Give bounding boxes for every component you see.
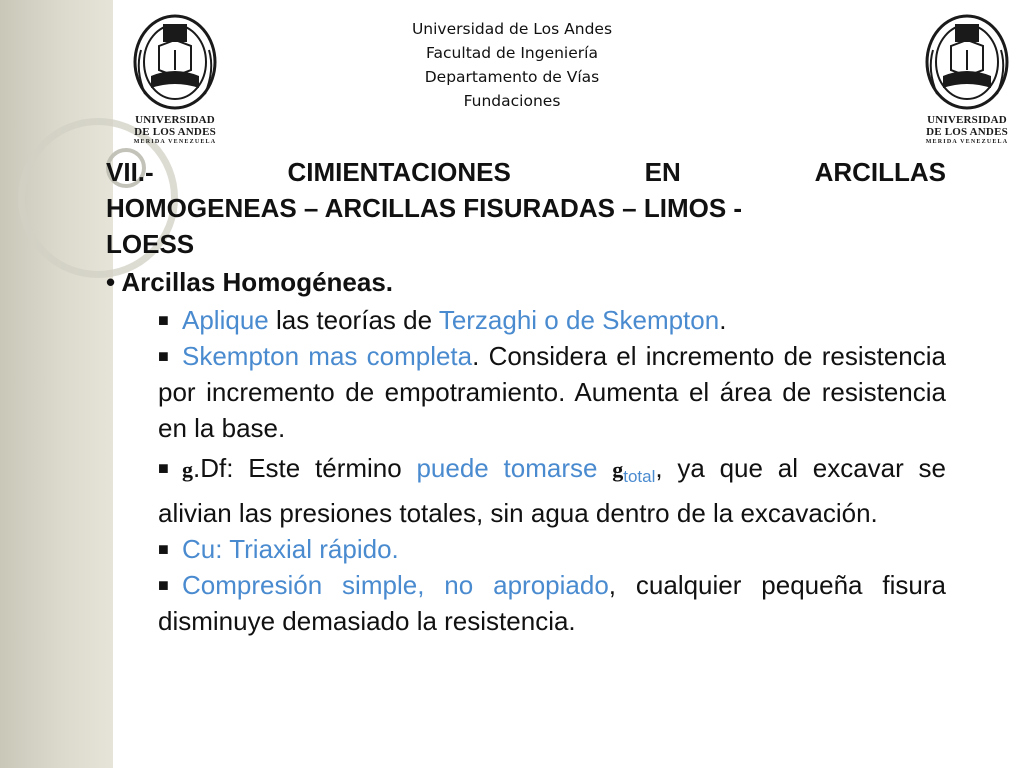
square-bullet-icon: ■	[158, 539, 169, 559]
university-logo-right	[912, 10, 1022, 160]
list-item: ■ g.Df: Este término puede tomarse gtotal, ya que al excavar se alivian las presiones totales, sin agua dentro de la excavación.	[158, 450, 946, 531]
square-bullet-icon: ■	[158, 458, 169, 478]
title-word: CIMIENTACIONES	[287, 157, 511, 187]
slide-content	[106, 154, 946, 639]
logo-city: MERIDA VENEZUELA	[133, 139, 217, 145]
square-bullet-icon: ■	[158, 310, 169, 330]
title-line-3: LOESS	[106, 229, 195, 259]
header-department: Departamento de Vías	[424, 68, 600, 86]
section-bullet: • Arcillas Homogéneas.	[106, 267, 394, 297]
slide-title	[106, 154, 946, 262]
list-item: ■ Cu: Triaxial rápido.	[158, 531, 946, 567]
logo-name-line2: DE LOS ANDES	[926, 126, 1008, 138]
logo-name-line2: DE LOS ANDES	[134, 126, 216, 138]
list-item: ■ Compresión simple, no apropiado, cualquier pequeña fisura disminuye demasiado la resistencia.	[158, 567, 946, 639]
institution-header	[330, 17, 694, 113]
square-bullet-icon: ■	[158, 346, 169, 366]
title-line-2: HOMOGENEAS – ARCILLAS FISURADAS – LIMOS -	[106, 193, 743, 223]
university-logo-left	[120, 10, 230, 160]
logo-name-line1: UNIVERSIDAD	[135, 114, 215, 126]
header-faculty: Facultad de Ingeniería	[426, 44, 598, 62]
university-seal-icon	[921, 10, 1013, 114]
title-word: EN	[644, 157, 681, 187]
title-word: VII.-	[106, 157, 154, 187]
header-university: Universidad de Los Andes	[411, 20, 613, 38]
list-item: ■ Skempton mas completa. Considera el incremento de resistencia por incremento de empotramiento. Aumenta el área de resistencia en la base.	[158, 338, 946, 446]
square-bullet-icon: ■	[158, 575, 169, 595]
logo-city: MERIDA VENEZUELA	[925, 139, 1009, 145]
title-line-1	[106, 154, 946, 190]
university-seal-icon	[129, 10, 221, 114]
title-word: ARCILLAS	[814, 157, 946, 187]
logo-name-line1: UNIVERSIDAD	[927, 114, 1007, 126]
decorative-sidebar	[0, 0, 113, 768]
header-course: Fundaciones	[463, 92, 561, 110]
list-item: ■ Aplique las teorías de Terzaghi o de Skempton.	[158, 302, 946, 338]
